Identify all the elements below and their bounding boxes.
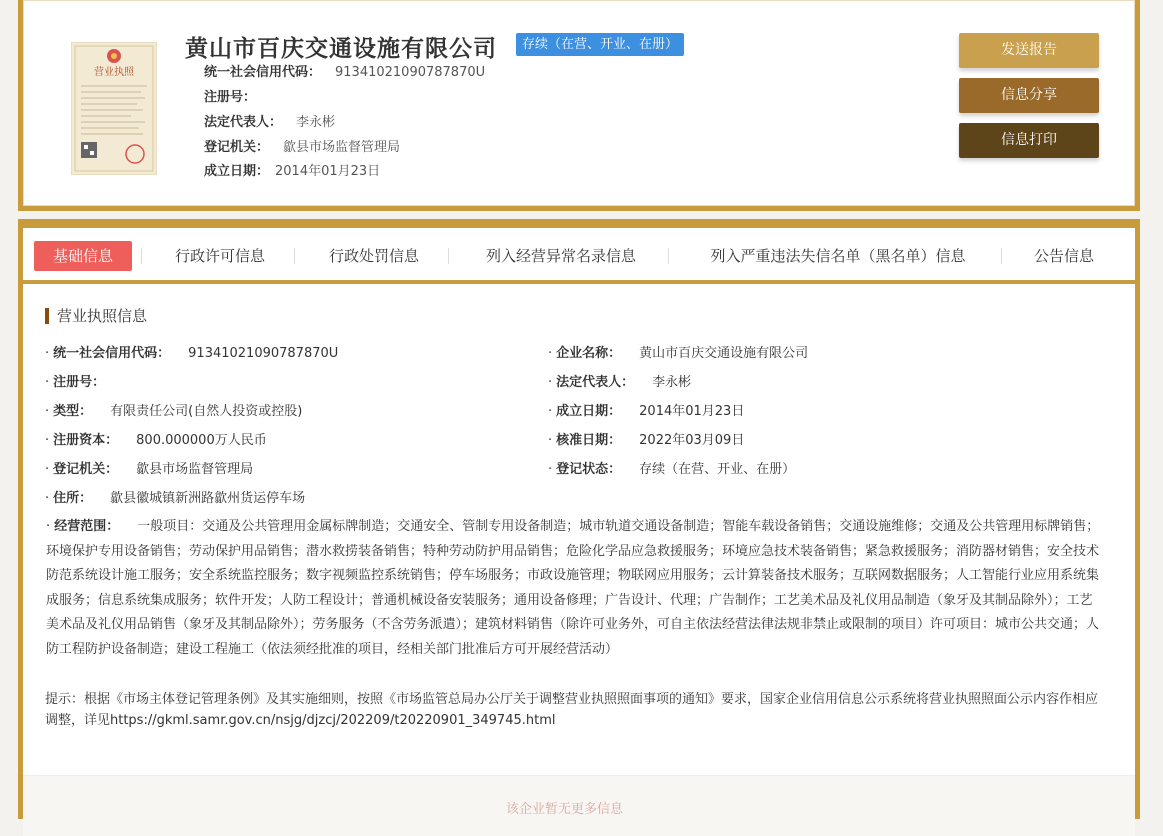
field-approved	[548, 431, 744, 451]
field-company-name-label: 企业名称：	[556, 346, 622, 361]
tab-divider	[448, 248, 449, 264]
bullet-icon: ·	[548, 433, 553, 448]
field-type-value: 有限责任公司(自然人投资或控股)	[110, 404, 303, 419]
tab-abnormal-list[interactable]: 列入经营异常名录信息	[485, 247, 636, 265]
field-company-name-value: 黄山市百庆交通设施有限公司	[639, 346, 809, 361]
field-legal-rep-label: 法定代表人：	[556, 375, 635, 390]
tab-admin-penalty[interactable]: 行政处罚信息	[328, 247, 419, 265]
tab-basic-info[interactable]: 基础信息	[34, 241, 132, 271]
field-reg-no	[45, 373, 123, 393]
tab-divider	[294, 248, 295, 264]
main-info-panel	[18, 219, 1140, 819]
meta-credit-code	[204, 63, 485, 83]
field-address	[45, 489, 305, 509]
business-scope-value: 一般项目：交通及公共管理用金属标牌制造；交通安全、管制专用设备制造；城市轨道交通设备制造；智能车载设备销售；交通设施维修；交通及公共管理用标牌销售；环境保护专用设备销售；劳动保护用品销售；潜水救捞装备销售；特种劳动防护用品销售；危险化学品应急救援服务；环境应急技术装备销售；紧急救援服务；消防器材销售；安全技术防范系统设计施工服务；安全系统监控服务；数字视频监控系统销售；停车场服务；市政设施管理；物联网应用服务；云计算装备技术服务；互联网数据服务；人工智能行业应用系统集成服务；信息系统集成服务；软件开发；人防工程设计；普通机械设备安装服务；通用设备修理；广告设计、代理；广告制作；工艺美术品及礼仪用品制造（象牙及其制品除外）；工艺美术品及礼仪用品销售（象牙及其制品除外）；劳务服务（不含劳务派遣）；建筑材料销售（除许可业务外，可自主依法经营法律法规非禁止或限制的项目）许可项目：城市公共交通；人防工程防护设备制造；建设工程施工（依法须经批准的项目，经相关部门批准后方可开展经营活动）	[46, 519, 1100, 657]
bullet-icon: ·	[45, 346, 50, 361]
send-report-button[interactable]: 发送报告	[959, 33, 1099, 68]
meta-founded-value: 2014年01月23日	[275, 164, 381, 179]
bullet-icon: ·	[45, 433, 50, 448]
bullet-icon: ·	[46, 519, 51, 534]
meta-legal-rep-value: 李永彬	[296, 115, 336, 130]
field-legal-rep	[548, 373, 691, 393]
field-reg-status-label: 登记状态：	[556, 462, 622, 477]
bullet-icon: ·	[548, 404, 553, 419]
tab-blacklist[interactable]: 列入严重违法失信名单（黑名单）信息	[710, 247, 966, 265]
tab-divider	[668, 248, 669, 264]
field-founded-value: 2014年01月23日	[639, 404, 745, 419]
adjustment-notice: 提示：根据《市场主体登记管理条例》及其实施细则，按照《市场监管总局办公厅关于调整营业执照照面事项的通知》要求，国家企业信用信息公示系统将营业执照照面公示内容作相应调整，详见https://gkml.samr.gov.cn/nsjg/djzcj/202209/t20220901_349745.html	[45, 692, 1099, 728]
field-reg-status	[548, 460, 795, 480]
field-address-label: 住所：	[53, 491, 93, 506]
meta-authority-value: 歙县市场监督管理局	[283, 140, 401, 155]
field-company-name	[548, 344, 808, 364]
basic-info-content	[23, 284, 1135, 824]
field-approved-value: 2022年03月09日	[639, 433, 745, 448]
bullet-icon: ·	[548, 462, 553, 477]
field-legal-rep-value: 李永彬	[652, 375, 692, 390]
field-credit-code-label: 统一社会信用代码：	[53, 346, 171, 361]
meta-legal-rep-label: 法定代表人：	[204, 115, 283, 130]
field-capital-label: 注册资本：	[53, 433, 119, 448]
field-reg-status-value: 存续（在营、开业、在册）	[639, 462, 796, 477]
footer-hint: 该企业暂无更多信息	[506, 802, 624, 817]
field-founded-label: 成立日期：	[556, 404, 622, 419]
business-license-image[interactable]	[71, 42, 157, 175]
field-reg-no-label: 注册号：	[53, 375, 106, 390]
meta-legal-rep	[204, 113, 335, 133]
meta-reg-no-label: 注册号：	[204, 90, 257, 105]
section-title-license: 营业执照信息	[45, 308, 147, 324]
meta-founded-label: 成立日期：	[204, 164, 270, 179]
company-name-title: 黄山市百庆交通设施有限公司	[185, 36, 497, 62]
field-founded	[548, 402, 744, 422]
tab-admin-license[interactable]: 行政许可信息	[174, 247, 265, 265]
bullet-icon: ·	[45, 404, 50, 419]
field-authority-label: 登记机关：	[53, 462, 119, 477]
field-type	[45, 402, 302, 422]
tab-divider	[141, 248, 142, 264]
bullet-icon: ·	[548, 375, 553, 390]
company-header-card	[18, 0, 1140, 211]
info-tabs	[23, 228, 1135, 280]
company-header-inner	[23, 0, 1135, 206]
tab-announcements[interactable]: 公告信息	[1033, 247, 1094, 265]
footer-strip	[23, 775, 1135, 836]
field-address-value: 歙县徽城镇新洲路歙州货运停车场	[110, 491, 306, 506]
print-info-button[interactable]: 信息打印	[959, 123, 1099, 158]
meta-credit-code-value: 91341021090787870U	[335, 65, 486, 80]
field-credit-code-value: 91341021090787870U	[188, 346, 339, 361]
share-info-button[interactable]: 信息分享	[959, 78, 1099, 113]
field-capital	[45, 431, 267, 451]
field-credit-code	[45, 344, 338, 364]
field-type-label: 类型：	[53, 404, 93, 419]
business-scope	[46, 515, 1101, 662]
bullet-icon: ·	[548, 346, 553, 361]
bullet-icon: ·	[45, 375, 50, 390]
meta-authority	[204, 138, 400, 158]
business-scope-label: 经营范围：	[54, 519, 120, 534]
field-authority	[45, 460, 253, 480]
meta-reg-no	[204, 88, 270, 108]
field-authority-value: 歙县市场监督管理局	[136, 462, 254, 477]
bullet-icon: ·	[45, 462, 50, 477]
tab-divider	[1001, 248, 1002, 264]
bullet-icon: ·	[45, 491, 50, 506]
meta-credit-code-label: 统一社会信用代码：	[204, 65, 322, 80]
meta-founded	[204, 162, 380, 182]
license-image-title: 营业执照	[94, 67, 134, 78]
status-badge: 存续（在营、开业、在册）	[516, 33, 684, 56]
field-capital-value: 800.000000万人民币	[136, 433, 267, 448]
meta-authority-label: 登记机关：	[204, 140, 270, 155]
field-approved-label: 核准日期：	[556, 433, 622, 448]
